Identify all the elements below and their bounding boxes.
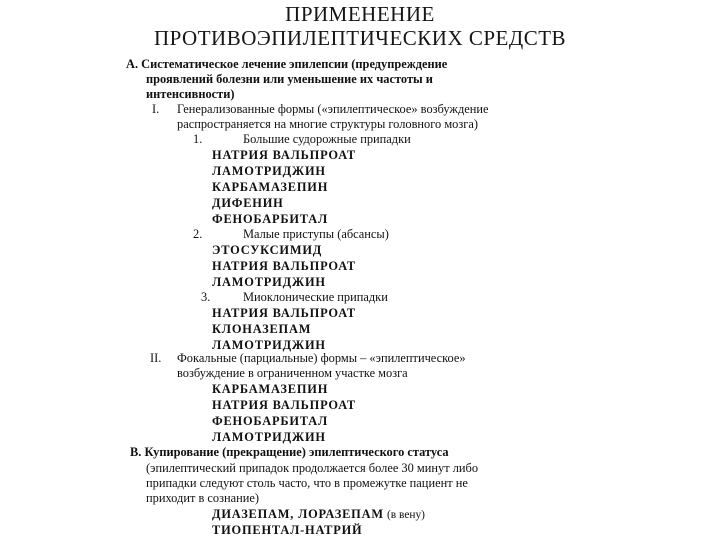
section-i-line-1: Генерализованные формы («эпилептическое» возбуждение — [177, 102, 489, 116]
drug-item: ЭТОСУКСИМИД — [212, 243, 323, 257]
drug-item: ЛАМОТРИДЖИН — [212, 164, 326, 178]
group-2-label: Малые приступы (абсансы) — [243, 227, 389, 241]
section-b-line-2: (эпилептический припадок продолжается более 30 минут либо — [146, 461, 479, 475]
section-i-number: I. — [152, 102, 160, 116]
drug-item: ЛАМОТРИДЖИН — [212, 338, 326, 352]
title-line-1: ПРИМЕНЕНИЕ — [285, 2, 435, 26]
drug-item: ФЕНОБАРБИТАЛ — [212, 414, 328, 428]
section-a-line-3: интенсивности) — [146, 87, 235, 101]
drug-item: КАРБАМАЗЕПИН — [212, 382, 329, 396]
drug-item: НАТРИЯ ВАЛЬПРОАТ — [212, 398, 356, 412]
drug-item: КАРБАМАЗЕПИН — [212, 180, 329, 194]
section-ii-line-1: Фокальные (парциальные) формы – «эпилептическое» — [177, 351, 466, 365]
drug-item: НАТРИЯ ВАЛЬПРОАТ — [212, 259, 356, 273]
section-a-line-2: проявлений болезни или уменьшение их частоты и — [146, 72, 433, 86]
group-3-label: Миоклонические припадки — [243, 290, 388, 304]
drug-item: ЛАМОТРИДЖИН — [212, 430, 326, 444]
drug-item: НАТРИЯ ВАЛЬПРОАТ — [212, 306, 356, 320]
group-3-number: 3. — [201, 290, 211, 304]
drug-item: ФЕНОБАРБИТАЛ — [212, 212, 328, 226]
drug-item: ДИФЕНИН — [212, 196, 284, 210]
status-drug-1: ДИАЗЕПАМ, ЛОРАЗЕПАМ — [212, 507, 384, 521]
section-ii-line-2: возбуждение в ограниченном участке мозга — [177, 366, 408, 380]
group-1-label: Большие судорожные припадки — [243, 132, 411, 146]
section-b-line-3: припадки следуют столь часто, что в промежутке пациент не — [146, 476, 468, 490]
group-2-number: 2. — [193, 227, 203, 241]
drug-item: НАТРИЯ ВАЛЬПРОАТ — [212, 148, 356, 162]
section-b-line-4: приходит в сознание) — [146, 491, 260, 505]
section-ii-number: II. — [150, 351, 162, 365]
group-1-number: 1. — [193, 132, 203, 146]
status-drug-2: ТИОПЕНТАЛ-НАТРИЙ — [212, 523, 363, 537]
drug-item: КЛОНАЗЕПАМ — [212, 322, 312, 336]
title-line-2: ПРОТИВОЭПИЛЕПТИЧЕСКИХ СРЕДСТВ — [153, 26, 567, 50]
route-note: (в вену) — [386, 509, 425, 521]
drug-item: ЛАМОТРИДЖИН — [212, 275, 326, 289]
status-drug-line — [212, 507, 425, 523]
section-i-line-2: распространяется на многие структуры головного мозга) — [177, 117, 478, 131]
section-a-line-1: А. Систематическое лечение эпилепсии (предупреждение — [126, 57, 448, 71]
section-b-line-1: В. Купирование (прекращение) эпилептического статуса — [130, 445, 449, 459]
